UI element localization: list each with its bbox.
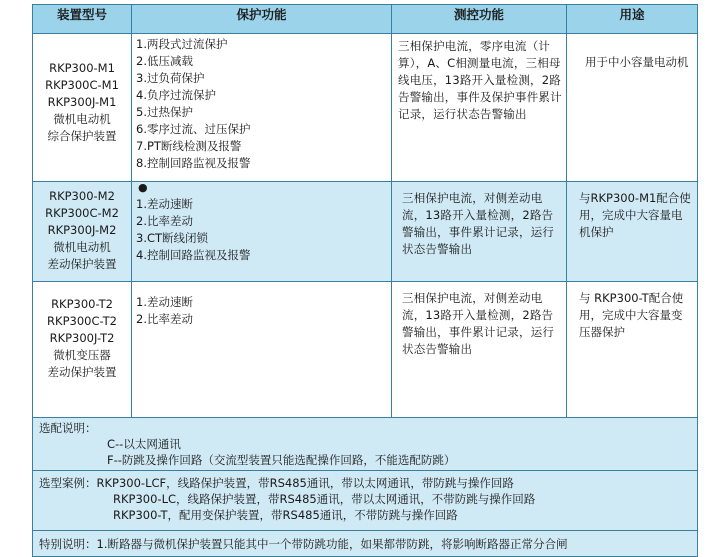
model-cell [33, 34, 132, 182]
model-line: 微机变压器 [53, 348, 111, 362]
usage-cell: 与 RKP300-T配合使用，完成中大容量变压器保护 [567, 282, 698, 418]
function-item: 5.过热保护 [136, 105, 193, 119]
selection-line: C--以太网通讯 [107, 437, 181, 451]
monitor-cell: 三相保护电流，零序电流（计算），A、C相测量电流，三相母线电压，13路开入量检测，2路告警输出，事件及保护事件累计记录，运行状态告警输出 [392, 34, 567, 182]
function-item: 2.比率差动 [136, 312, 193, 326]
function-item: 2.低压减载 [136, 54, 193, 68]
header-protection: 保护功能 [132, 5, 392, 34]
protection-cell [132, 34, 392, 182]
example-line: RKP300-LCF，线路保护装置，带RS485通讯，带以太网通讯，带防跳与操作回路 [96, 476, 514, 490]
model-line: RKP300J-T2 [49, 331, 115, 345]
selection-label: 选配说明： [39, 421, 97, 435]
function-item: 7.PT断线检测及报警 [136, 139, 242, 153]
function-item: 2.比率差动 [136, 214, 193, 228]
model-cell [33, 182, 132, 282]
function-item: 6.零序过流、过压保护 [136, 122, 251, 136]
example-note [33, 471, 698, 531]
function-item: 4.负序过流保护 [136, 88, 216, 102]
example-label: 选型案例： [39, 476, 97, 490]
protection-cell [132, 182, 392, 282]
selection-note-row [33, 418, 698, 471]
usage-cell: 用于中小容量电动机 [567, 34, 698, 182]
function-item: 3.CT断线闭锁 [136, 231, 209, 245]
model-line: 微机电动机 [53, 240, 111, 254]
bullet-dot: ● [138, 181, 148, 194]
function-item: 3.过负荷保护 [136, 71, 205, 85]
example-note-row [33, 471, 698, 531]
model-line: RKP300J-M1 [47, 95, 117, 109]
function-item: 1.差动速断 [136, 197, 193, 211]
function-item: 1.差动速断 [136, 295, 193, 309]
monitor-cell: 三相保护电流，对侧差动电流，13路开入量检测，2路告警输出，事件累计记录，运行状态告警输出 [392, 182, 567, 282]
header-model: 装置型号 [33, 5, 132, 34]
selection-note [33, 418, 698, 471]
model-line: 综合保护装置 [47, 129, 117, 143]
monitor-cell: 三相保护电流，对侧差动电流，13路开入量检测，2路告警输出，事件累计记录，运行状态告警输出 [392, 282, 567, 418]
model-line: RKP300-T2 [51, 297, 113, 311]
special-note [33, 531, 698, 557]
usage-cell: 与RKP300-M1配合使用，完成中大容量电机保护 [567, 182, 698, 282]
special-note-row [33, 531, 698, 557]
example-line: RKP300-LC，线路保护装置，带RS485通讯，带以太网通讯，不带防跳与操作回路 [113, 492, 536, 506]
example-line: RKP300-T，配用变保护装置，带RS485通讯，不带防跳与操作回路 [113, 508, 458, 522]
model-line: RKP300C-T2 [47, 314, 117, 328]
model-line: RKP300C-M1 [45, 78, 119, 92]
header-monitor: 测控功能 [392, 5, 567, 34]
special-label: 特别说明： [39, 536, 97, 551]
model-line: 差动保护装置 [47, 257, 117, 271]
model-line: RKP300J-M2 [47, 223, 117, 237]
function-item: 8.控制回路监视及报警 [136, 156, 251, 170]
selection-line: F--防跳及操作回路（交流型装置只能选配操作回路，不能选配防跳） [107, 453, 456, 467]
model-cell [33, 282, 132, 418]
special-line: 1.断路器与微机保护装置只能其中一个带防跳功能，如果都带防跳，将影响断路器正常分合闸 [96, 536, 568, 551]
table-row-t2 [33, 282, 698, 418]
model-line: RKP300C-M2 [45, 206, 119, 220]
function-item: 1.两段式过流保护 [136, 37, 228, 51]
model-line: 微机电动机 [53, 112, 111, 126]
function-item: 4.控制回路监视及报警 [136, 248, 251, 262]
header-row [33, 5, 698, 34]
model-line: RKP300-M2 [49, 189, 115, 203]
table-row-m2 [33, 182, 698, 282]
table-row-m1 [33, 34, 698, 182]
protection-cell [132, 282, 392, 418]
spec-table [32, 4, 698, 557]
model-line: RKP300-M1 [49, 61, 115, 75]
header-usage: 用途 [567, 5, 698, 34]
model-line: 差动保护装置 [47, 365, 117, 379]
